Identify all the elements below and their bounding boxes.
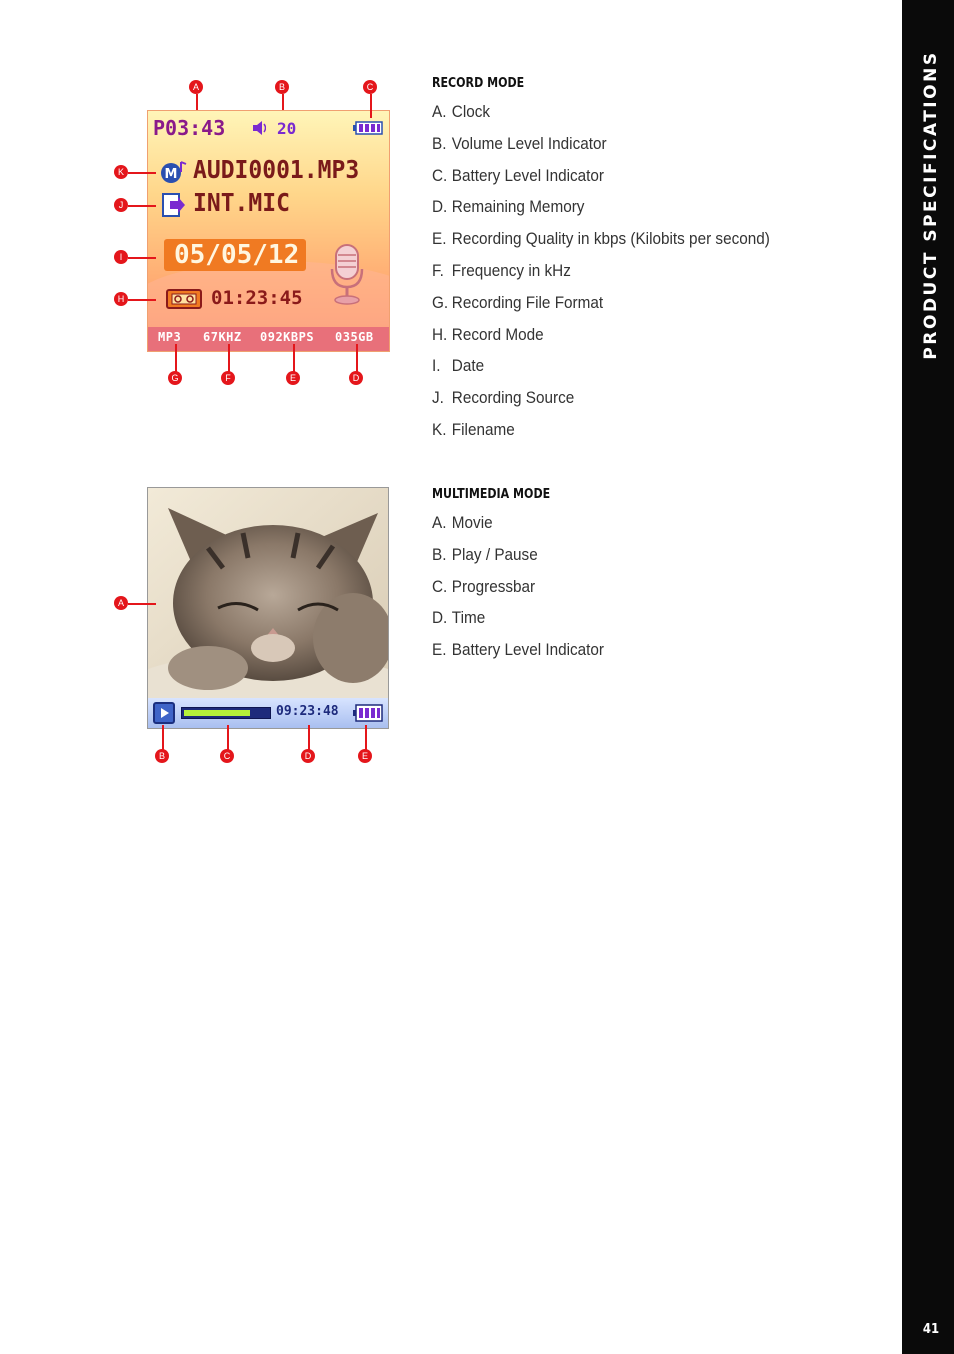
legend-item: C. Battery Level Indicator [432,165,605,185]
callout-h: H [114,292,128,306]
memory-readout: 035GB [335,330,374,344]
playback-time-readout: 09:23:48 [276,704,339,719]
legend-item: D. Time [432,608,486,628]
callout-d: D [349,371,363,385]
sidebar-title: PRODUCT SPECIFICATIONS [921,50,941,360]
speaker-icon [252,120,266,136]
volume-readout: 20 [277,119,297,138]
legend-item: D. Remaining Memory [432,197,585,217]
legend-item: G. Recording File Format [432,292,604,312]
date-readout: 05/05/12 [174,240,300,270]
callout-line [128,205,156,207]
callout-line [356,344,358,372]
callout-e: E [358,749,372,763]
multimedia-mode-screen [147,487,389,729]
legend-item: J. Recording Source [432,388,575,408]
callout-line [282,94,284,110]
quality-readout: 092KBPS [260,330,315,344]
cassette-icon [166,289,202,309]
callout-k: K [114,165,128,179]
callout-i: I [114,250,128,264]
music-file-icon [161,160,187,184]
record-mode-heading: RECORD MODE [432,76,525,91]
callout-d: D [301,749,315,763]
callout-line [293,344,295,372]
callout-line [196,94,198,110]
legend-item: F. Frequency in kHz [432,260,571,280]
legend-item: K. Filename [432,419,515,439]
legend-item: I. Date [432,356,485,376]
callout-g: G [168,371,182,385]
callout-line [162,725,164,750]
callout-line [308,725,310,750]
record-mode-screen [147,110,390,352]
callout-f: F [221,371,235,385]
microphone-icon [326,243,372,307]
callout-a: A [114,596,128,610]
playback-bar [148,698,388,728]
callout-e: E [286,371,300,385]
legend-item: E. Recording Quality in kbps (Kilobits per second) [432,229,770,249]
callout-c: C [220,749,234,763]
callout-c: C [363,80,377,94]
callout-line [128,299,156,301]
legend-item: A. Movie [432,513,493,532]
callout-a: A [189,80,203,94]
elapsed-time-readout: 01:23:45 [211,287,303,309]
input-source-icon [162,193,186,217]
page-number: 41 [922,1322,940,1337]
multimedia-mode-heading: MULTIMEDIA MODE [432,487,551,502]
callout-line [175,344,177,372]
filename-readout: AUDI0001.MP3 [193,155,360,184]
legend-item: E. Battery Level Indicator [432,640,605,660]
legend-item: A. Clock [432,102,491,121]
play-pause-button[interactable] [153,702,175,724]
callout-line [128,257,156,259]
callout-line [370,94,372,118]
legend-item: B. Play / Pause [432,544,538,564]
battery-icon [353,121,383,135]
progress-fill [184,710,250,716]
svg-text:M: M [164,167,178,182]
legend-item: C. Progressbar [432,576,536,596]
multimedia-mode-legend [432,507,623,666]
battery-icon [353,704,383,722]
callout-b: B [155,749,169,763]
callout-line [365,725,367,750]
clock-readout: P03:43 [153,116,226,140]
callout-line [128,603,156,605]
legend-item: B. Volume Level Indicator [432,133,607,153]
callout-b: B [275,80,289,94]
frequency-readout: 67KHZ [203,330,242,344]
callout-j: J [114,198,128,212]
callout-line [227,725,229,750]
format-readout: MP3 [158,330,182,344]
callout-line [128,172,156,174]
movie-frame-kitten [148,488,388,698]
source-readout: INT.MIC [193,188,290,217]
progress-bar[interactable] [181,707,271,719]
record-mode-legend [432,96,807,446]
callout-line [228,344,230,372]
legend-item: H. Record Mode [432,324,544,344]
